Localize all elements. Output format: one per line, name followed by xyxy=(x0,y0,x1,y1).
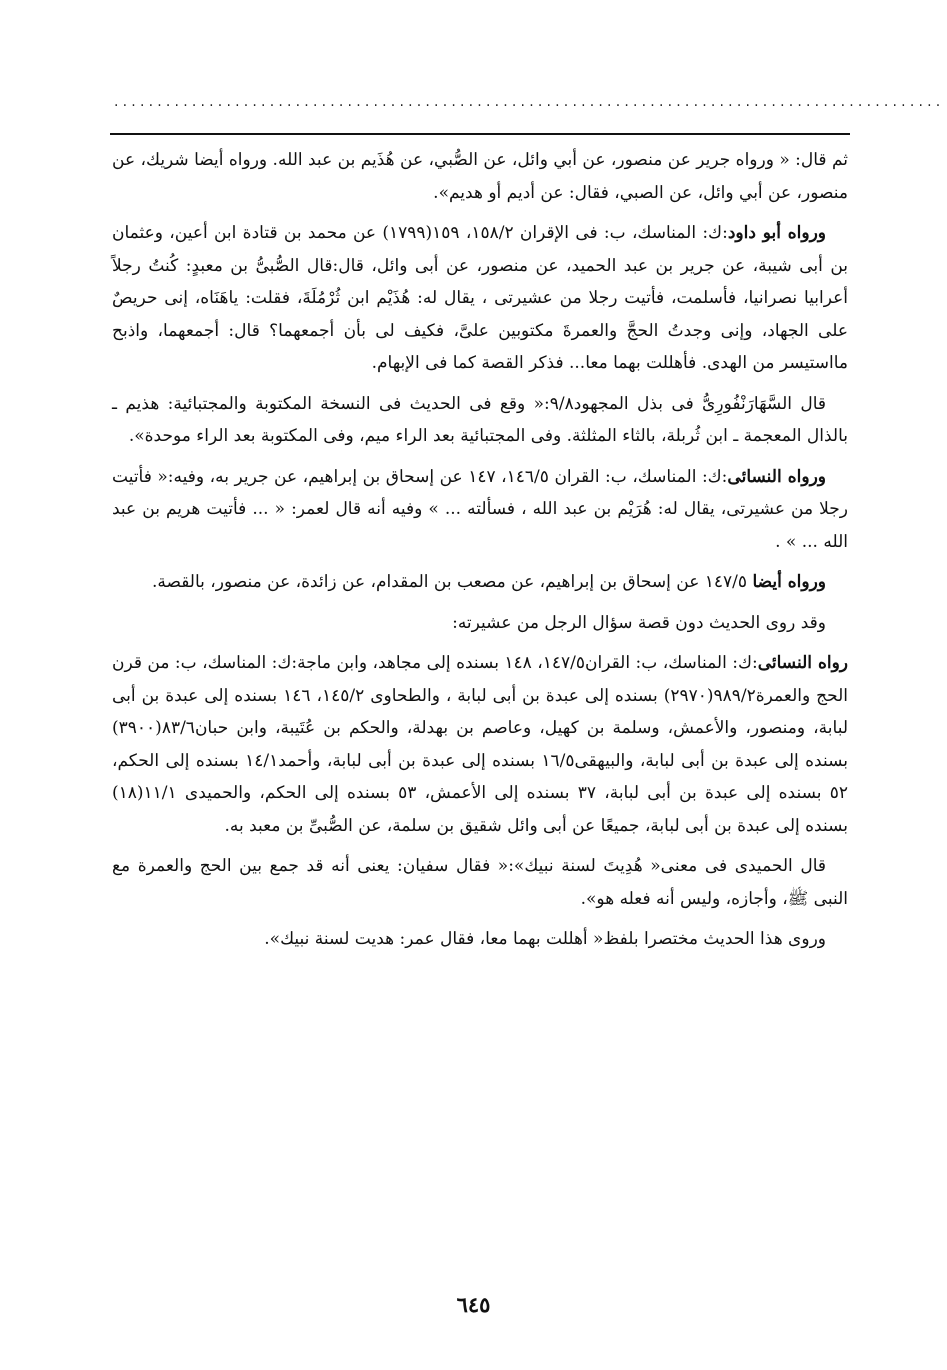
paragraph xyxy=(112,647,848,842)
page-body xyxy=(112,144,848,964)
paragraph-text: ثم قال: « ورواه جرير عن منصور، عن أبي وائل، عن الصُّبي، عن هُذَيم بن عبد الله. ورواه أيضا شريك، عن منصور، عن أبي وائل، عن الصبي، فقال: عن أديم أو هديم». xyxy=(112,150,848,203)
paragraph xyxy=(112,461,848,559)
paragraph xyxy=(112,566,848,599)
paragraph xyxy=(112,607,848,640)
paragraph xyxy=(112,388,848,453)
paragraph-text: وروى هذا الحديث مختصرا بلفظ« أهللت بهما معا، فقال عمر: هديت لسنة نبيك». xyxy=(264,929,826,949)
header-rule xyxy=(110,133,850,135)
paragraph-text: :ك: المناسك، ب: القران ١٤٦/٥، ١٤٧ عن إسحاق بن إبراهيم، عن جرير به، وفيه:« فأتيت رجلا من عشيرتى، يقال له: هُرَيْم بن عبد الله ، فسألته ... » وفيه أنه قال لعمر: « ... فأتيت هريم بن عبد الله ... » . xyxy=(112,466,848,552)
paragraph-text: ١٤٧/٥ عن إسحاق بن إبراهيم، عن مصعب بن المقدام، عن زائدة، عن منصور، بالقصة. xyxy=(151,572,753,592)
paragraph xyxy=(112,923,848,956)
paragraph-text: :ك: المناسك، ب: فى الإقران ١٥٨/٢، ١٥٩(١٧٩٩) عن محمد بن قتادة ابن أعين، وعثمان بن أبى شيبة، عن جرير بن عبد الحميد، عن منصور، عن أبى وائل، قال:قال الصُّبىُّ بن معبدٍ: كُنتُ رجلاً أعرابيا نصرانيا، فأسلمت، فأتيت رجلا من عشيرتى ، يقال له: هُذَيْم ابن ثُرْمُلَةَ، فقلت: ياهَنَاه، إنى حريصٌ على الجهاد، وإنى وجدتُ الحجَّ والعمرةَ مكتوبين علىَّ، فكيف لى بأن أجمعهما؟ قال: أجمعهما، واذبح مااستيسر من الهدى. فأهللت بهما معا... فذكر القصة كما فى الإبهام. xyxy=(112,223,848,373)
paragraph-text: وقد روى الحديث دون قصة سؤال الرجل من عشيرته: xyxy=(452,612,826,633)
header-dotted-line: ................................................................................................ xyxy=(114,94,945,110)
paragraph-text: :ك: المناسك، ب: القران١٤٧/٥، ١٤٨ بسنده إلى مجاهد، وابن ماجة:ك: المناسك، ب: من قرن الحج والعمرة٩٨٩/٢(٢٩٧٠) بسنده إلى عبدة بن أبى لبابة ، والطحاوى ١٤٥/٢، ١٤٦ بسنده إلى عبدة بن أبى لبابة، ومنصور، والأعمش، وسلمة بن كهيل، وعاصم بن بهدلة، والحكم بن عُتَيبة، وابن حبان٨٣/٦(٣٩٠٠) بسنده إلى عبدة بن أبى لبابة، والبيهقى١٦/٥ بسنده إلى عبدة بن أبى لبابة، وأحمد١٤/١ بسنده إلى الحكم، ٥٢ بسنده إلى عبدة بن أبى لبابة، ٣٧ بسنده إلى الأعمش، ٥٣ بسنده إلى الحكم، والحميدى ١١/١(١٨) بسنده إلى عبدة بن أبى لبابة، جميعًا عن أبى وائل شقيق بن سلمة، عن الصُّبىِّ بن معبد به. xyxy=(112,653,848,836)
paragraph xyxy=(112,850,848,915)
paragraph-lead: رواه النسائى xyxy=(757,653,849,673)
paragraph-lead: ورواه النسائى xyxy=(727,466,826,487)
paragraph-text: قال السَّهَارَنْفُورِىُّ فى بذل المجهود٩/٨:« وقع فى الحديث فى النسخة المكتوبة والمجتبائية: هذيم ـ بالذال المعجمة ـ ابن ثُربلة، بالثاء المثلثة. وفى المجتبائية بعد الراء ميم، وفى المكتوبة بعد الراء موحدة». xyxy=(112,393,848,446)
page-number: ٦٤٥ xyxy=(456,1292,491,1317)
paragraph xyxy=(112,144,848,209)
paragraph-lead: ورواه أيضا xyxy=(752,572,826,592)
paragraph-text: قال الحميدى فى معنى« هُدِيتَ لسنة نبيك»:« فقال سفيان: يعنى أنه قد جمع بين الحج والعمرة مع النبى ﷺ، وأجازه، وليس أنه فعله هو». xyxy=(112,856,848,909)
paragraph-lead: ورواه أبو داود xyxy=(727,223,826,243)
paragraph xyxy=(112,217,848,380)
